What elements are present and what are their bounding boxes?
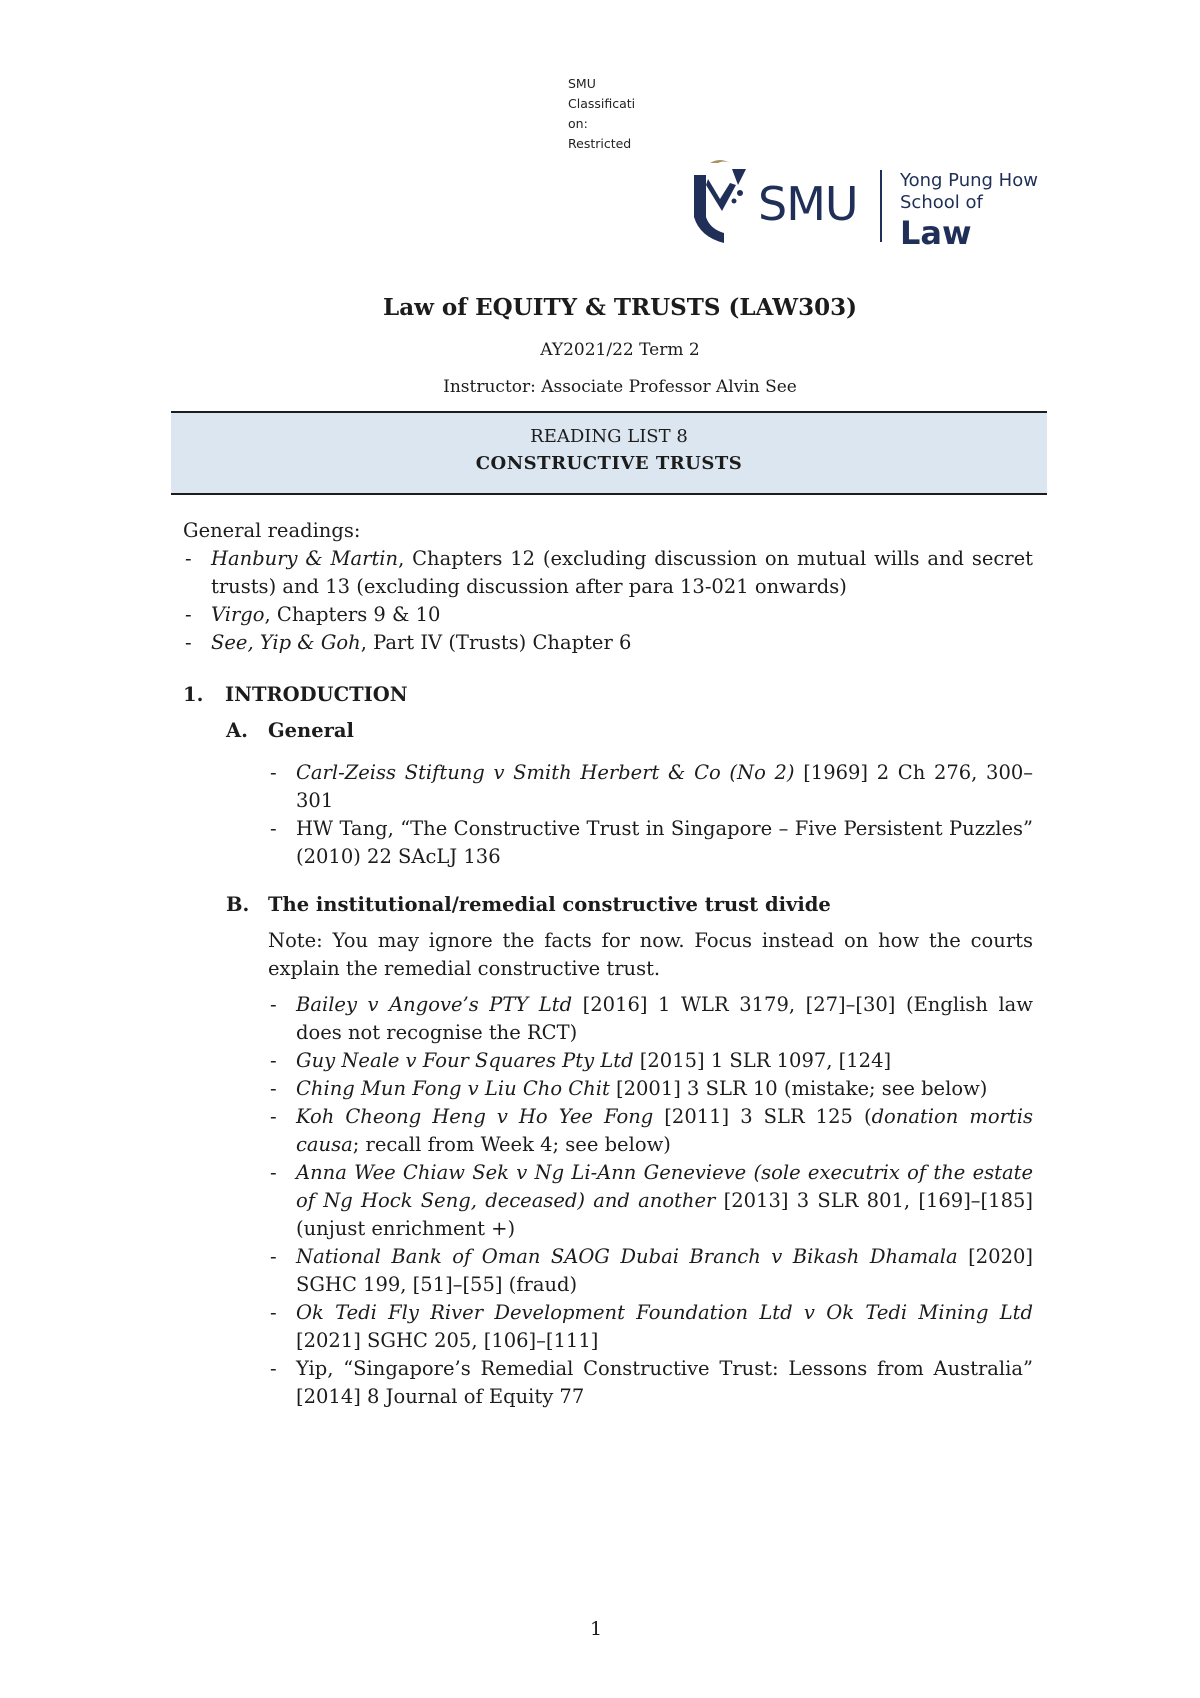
list-item: - Anna Wee Chiaw Sek v Ng Li-Ann Genevieve (sole executrix of the estate of Ng Hock Seng, deceased) and another [2013] 3 SLR 801, [169]–[185] (unjust enrichment +) — [268, 1159, 1033, 1243]
subsection-heading — [226, 717, 1033, 745]
list-item: - Koh Cheong Heng v Ho Yee Fong [2011] 3 SLR 125 (donation mortis causa; recall from Week 4; see below) — [268, 1103, 1033, 1159]
smu-wordmark: SMU — [758, 177, 858, 231]
list-item: - HW Tang, “The Constructive Trust in Singapore – Five Persistent Puzzles” (2010) 22 SAcLJ 136 — [268, 815, 1033, 871]
subsection-letter: B. — [226, 893, 250, 916]
course-title: Law of EQUITY & TRUSTS (LAW303) — [383, 294, 857, 321]
smu-law-logo — [690, 155, 1040, 250]
classification-label — [568, 74, 638, 154]
school-name-law: Law — [900, 214, 972, 252]
course-term: AY2021/22 Term 2 — [540, 340, 700, 360]
reading-list — [268, 991, 1033, 1411]
list-item: - National Bank of Oman SAOG Dubai Branch v Bikash Dhamala [2020] SGHC 199, [51]–[55] (fraud) — [268, 1243, 1033, 1299]
list-item: - Virgo, Chapters 9 & 10 — [183, 601, 1033, 629]
section-number: 1. — [183, 683, 204, 706]
subsection-title: General — [268, 719, 354, 742]
classification-line: Classificati — [568, 96, 636, 111]
reading-list-topic: CONSTRUCTIVE TRUSTS — [475, 453, 743, 474]
course-instructor: Instructor: Associate Professor Alvin See — [443, 377, 797, 397]
list-item: - Hanbury & Martin, Chapters 12 (excluding discussion on mutual wills and secret trusts) and 13 (excluding discussion after para 13-021 onwards) — [183, 545, 1033, 601]
instructor-note: Note: You may ignore the facts for now. Focus instead on how the courts explain the remedial constructive trust. — [268, 929, 1033, 980]
list-item: - Carl-Zeiss Stiftung v Smith Herbert & Co (No 2) [1969] 2 Ch 276, 300–301 — [268, 759, 1033, 815]
section-heading — [183, 681, 1033, 709]
classification-line: on: — [568, 116, 588, 131]
list-item: - See, Yip & Goh, Part IV (Trusts) Chapter 6 — [183, 629, 1033, 657]
reading-list-content — [183, 517, 1033, 1411]
logo-divider — [880, 170, 882, 242]
smu-emblem-icon — [690, 155, 754, 250]
classification-line: SMU — [568, 76, 596, 91]
school-name-line: Yong Pung How — [900, 170, 1038, 191]
subsection-title: The institutional/remedial constructive trust divide — [268, 893, 831, 916]
subsection-letter: A. — [226, 719, 248, 742]
list-item: - Ok Tedi Fly River Development Foundation Ltd v Ok Tedi Mining Ltd [2021] SGHC 205, [106]–[111] — [268, 1299, 1033, 1355]
reading-list — [268, 759, 1033, 871]
school-name-line: School of — [900, 192, 983, 213]
list-item: - Yip, “Singapore’s Remedial Constructive Trust: Lessons from Australia” [2014] 8 Journal of Equity 77 — [268, 1355, 1033, 1411]
list-item: - Ching Mun Fong v Liu Cho Chit [2001] 3 SLR 10 (mistake; see below) — [268, 1075, 1033, 1103]
classification-line: Restricted — [568, 136, 632, 151]
subsection-b-block — [268, 927, 1033, 1411]
list-item: - Guy Neale v Four Squares Pty Ltd [2015] 1 SLR 1097, [124] — [268, 1047, 1033, 1075]
page-number: 1 — [590, 1618, 603, 1640]
section-title: INTRODUCTION — [225, 683, 408, 706]
school-name — [900, 170, 1038, 252]
reading-list-number: READING LIST 8 — [530, 426, 688, 447]
general-readings-heading: General readings: — [183, 519, 361, 542]
general-readings-list — [183, 545, 1033, 657]
subsection-a-block — [268, 759, 1033, 871]
subsection-heading — [226, 891, 1033, 919]
reading-list-banner — [171, 411, 1047, 495]
list-item: - Bailey v Angove’s PTY Ltd [2016] 1 WLR 3179, [27]–[30] (English law does not recognise the RCT) — [268, 991, 1033, 1047]
